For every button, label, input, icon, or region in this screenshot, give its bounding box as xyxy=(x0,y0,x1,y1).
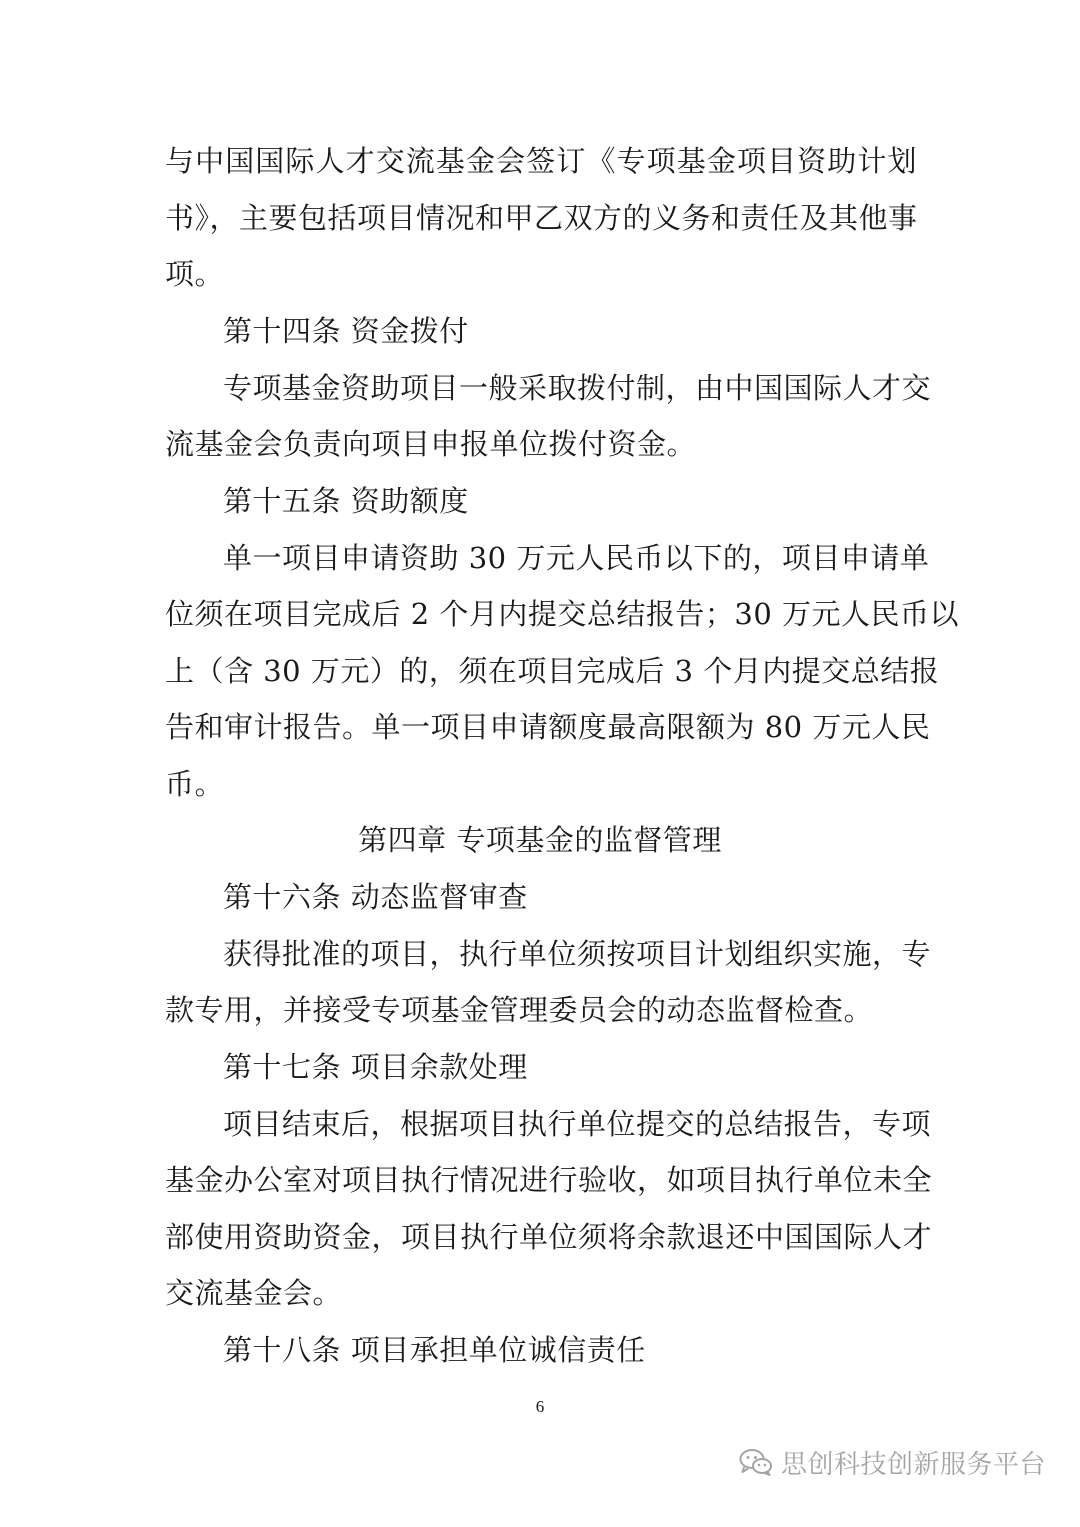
text-line: 基金办公室对项目执行情况进行验收，如项目执行单位未全 xyxy=(165,1163,933,1197)
article-heading: 第十五条 资助额度 xyxy=(223,484,469,518)
text-line: 部使用资助资金，项目执行单位须将余款退还中国国际人才 xyxy=(165,1220,933,1254)
text-line: 位须在项目完成后 2 个月内提交总结报告；30 万元人民币以 xyxy=(165,597,960,631)
text-line: 流基金会负责向项目申报单位拨付资金。 xyxy=(165,427,697,461)
text-line: 上（含 30 万元）的，须在项目完成后 3 个月内提交总结报 xyxy=(165,654,940,688)
text-line: 项。 xyxy=(165,257,225,291)
article-heading: 第十八条 项目承担单位诚信责任 xyxy=(223,1333,646,1367)
text-line: 获得批准的项目，执行单位须按项目计划组织实施，专 xyxy=(223,937,932,971)
text-line: 单一项目申请资助 30 万元人民币以下的，项目申请单 xyxy=(223,541,930,575)
text-line: 专项基金资助项目一般采取拨付制，由中国国际人才交 xyxy=(223,371,932,405)
article-heading: 第十七条 项目余款处理 xyxy=(223,1050,528,1084)
text-line: 告和审计报告。单一项目申请额度最高限额为 80 万元人民 xyxy=(165,710,931,744)
article-heading: 第十四条 资金拨付 xyxy=(223,314,469,348)
text-line: 交流基金会。 xyxy=(165,1276,343,1310)
text-line: 项目结束后，根据项目执行单位提交的总结报告，专项 xyxy=(223,1107,932,1141)
watermark-text: 思创科技创新服务平台 xyxy=(780,1449,1046,1480)
article-heading: 第十六条 动态监督审查 xyxy=(223,880,528,914)
chapter-heading: 第四章 专项基金的监督管理 xyxy=(358,823,722,857)
page-number: 6 xyxy=(535,1397,545,1416)
text-line: 款专用，并接受专项基金管理委员会的动态监督检查。 xyxy=(165,993,874,1027)
text-line: 书》，主要包括项目情况和甲乙双方的义务和责任及其他事 xyxy=(165,201,918,235)
text-line: 与中国国际人才交流基金会签订《专项基金项目资助计划 xyxy=(165,144,917,178)
wechat-icon xyxy=(739,1448,773,1476)
watermark xyxy=(739,1444,1046,1480)
text-line: 币。 xyxy=(165,767,225,801)
